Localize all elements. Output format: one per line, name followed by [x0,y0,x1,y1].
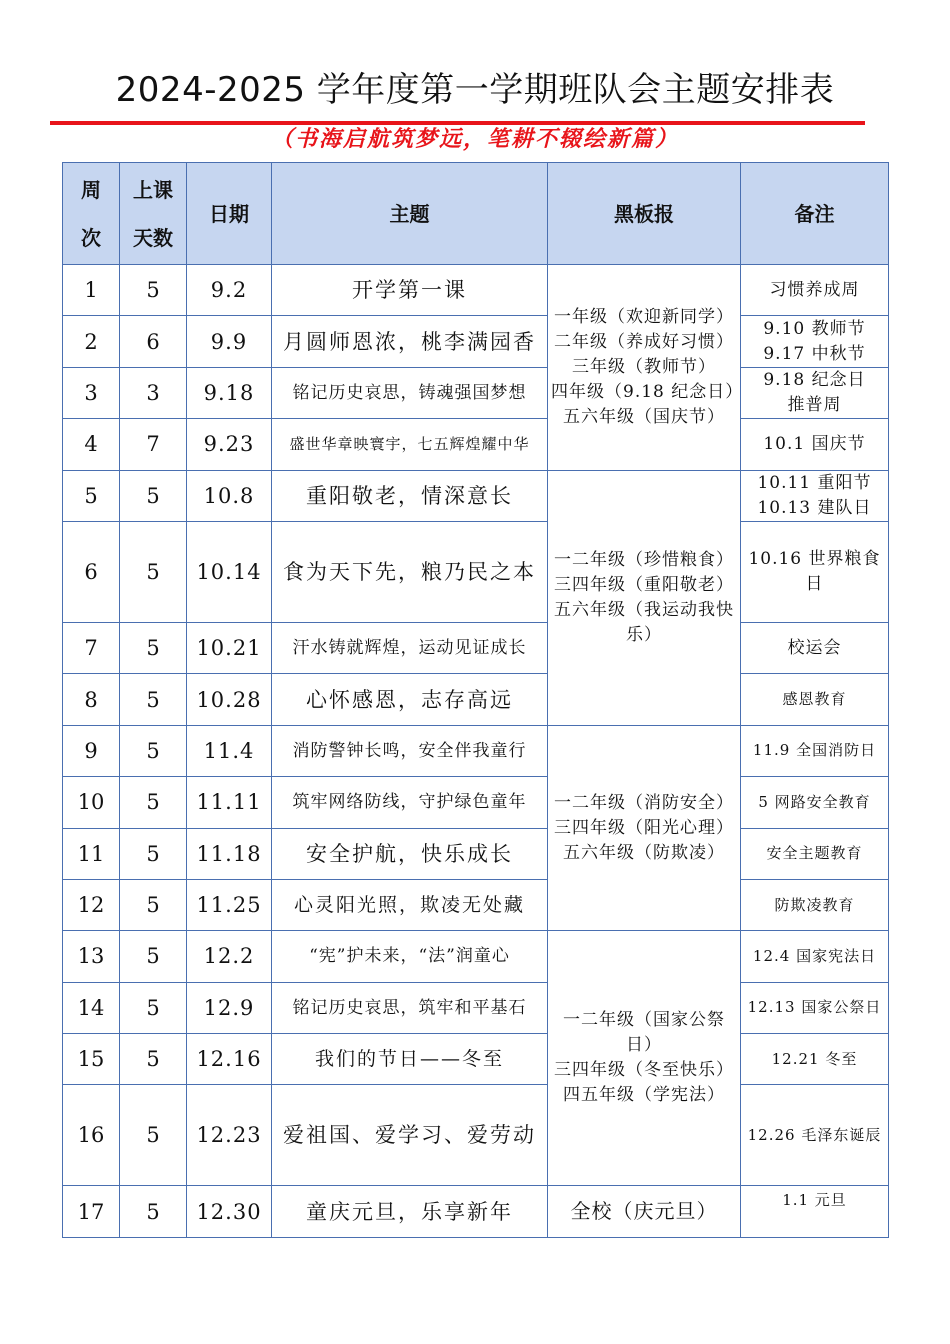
week-cell: 15 [63,1034,120,1085]
week-cell: 4 [63,419,120,470]
table-row [63,419,889,470]
note-cell [741,265,889,316]
theme-cell: 筑牢网络防线，守护绿色童年 [272,777,548,828]
days-cell: 5 [120,470,187,521]
date-cell: 9.2 [187,265,272,316]
week-cell: 9 [63,725,120,776]
board-line: 一二年级（消防安全） [554,792,734,813]
table-row [63,1085,889,1186]
date-cell: 11.4 [187,725,272,776]
theme-cell: 消防警钟长鸣，安全伴我童行 [272,725,548,776]
week-cell: 5 [63,470,120,521]
days-cell: 6 [120,316,187,367]
board-line: 五六年级（国庆节） [563,406,725,427]
date-cell: 11.25 [187,879,272,930]
note-cell [741,982,889,1033]
note-cell [741,470,889,521]
table-row [63,725,889,776]
board-line: 五六年级（防欺凌） [563,842,725,863]
week-cell: 13 [63,931,120,982]
note-cell [741,1085,889,1186]
date-cell: 9.23 [187,419,272,470]
note-line: 10.16 世界粮食日 [748,548,881,594]
week-cell: 6 [63,521,120,622]
board-cell [548,725,741,931]
days-cell: 5 [120,879,187,930]
note-line: 10.11 重阳节 [757,472,872,493]
table-row [63,879,889,930]
week-cell: 14 [63,982,120,1033]
header-days-line-1: 上课 [133,177,173,202]
date-cell: 11.18 [187,828,272,879]
days-cell: 5 [120,982,187,1033]
days-cell: 7 [120,419,187,470]
note-cell [741,316,889,367]
theme-cell: 童庆元旦，乐享新年 [272,1186,548,1237]
days-cell: 5 [120,1186,187,1237]
table-row [63,470,889,521]
days-cell: 3 [120,367,187,418]
board-cell [548,265,744,471]
board-cell [548,470,741,725]
board-line: 二年级（养成好习惯） [554,331,734,352]
note-line: 习惯养成周 [769,279,860,300]
board-line: 五六年级（我运动我快乐） [554,599,734,645]
week-cell: 3 [63,367,120,418]
days-cell: 5 [120,725,187,776]
board-line: 三四年级（重阳敬老） [554,574,734,595]
note-line: 9.17 中秋节 [763,343,866,364]
note-cell [741,1034,889,1085]
week-cell: 17 [63,1186,120,1237]
note-line: 推普周 [787,394,842,415]
note-line: 12.13 国家公祭日 [747,998,882,1017]
board-cell [548,931,741,1186]
board-line: 一年级（欢迎新同学） [554,306,734,327]
days-cell: 5 [120,777,187,828]
header-days [120,163,187,265]
note-cell [741,521,889,622]
table-row [63,1186,889,1237]
date-cell: 12.23 [187,1085,272,1186]
days-cell: 5 [120,622,187,673]
note-line: 12.26 毛泽东诞辰 [747,1125,882,1144]
theme-cell: 爱祖国、爱学习、爱劳动 [272,1085,548,1186]
note-line: 校运会 [787,637,842,658]
table-row [63,1034,889,1085]
note-line: 12.21 冬至 [771,1049,858,1068]
note-line: 10.13 建队日 [757,497,872,518]
note-line: 5 网路安全教育 [758,792,871,811]
date-cell: 10.28 [187,674,272,725]
header-theme: 主题 [272,163,548,265]
note-line: 12.4 国家宪法日 [752,946,877,965]
days-cell: 5 [120,521,187,622]
days-cell: 5 [120,1085,187,1186]
header-week [63,163,120,265]
table-row [63,521,889,622]
note-cell [741,674,889,725]
board-line: 三四年级（冬至快乐） [554,1060,734,1081]
theme-cell: 铭记历史哀思，筑牢和平基石 [272,982,548,1033]
theme-cell: 开学第一课 [272,265,548,316]
board-line: 全校（庆元旦） [570,1199,718,1224]
page-subtitle: （书海启航筑梦远，笔耕不辍绘新篇） [270,126,679,152]
theme-cell: 我们的节日——冬至 [272,1034,548,1085]
week-cell: 12 [63,879,120,930]
note-cell [741,777,889,828]
note-line: 10.1 国庆节 [763,433,866,454]
board-line: 四五年级（学宪法） [563,1085,725,1106]
board-line: 一二年级（珍惜粮食） [554,549,734,570]
theme-cell: 安全护航，快乐成长 [272,828,548,879]
note-cell [741,828,889,879]
header-week-line-2: 次 [81,225,101,250]
note-cell [741,622,889,673]
table-row [63,982,889,1033]
days-cell: 5 [120,265,187,316]
header-board: 黑板报 [548,163,741,265]
note-cell [741,419,889,470]
note-cell [741,367,889,418]
table-row [63,622,889,673]
week-cell: 8 [63,674,120,725]
table-row [63,674,889,725]
note-line: 安全主题教育 [766,844,863,863]
theme-cell: 心灵阳光照，欺凌无处藏 [272,879,548,930]
days-cell: 5 [120,828,187,879]
note-line: 1.1 元旦 [782,1191,847,1210]
date-cell: 10.21 [187,622,272,673]
week-cell: 16 [63,1085,120,1186]
days-cell: 5 [120,1034,187,1085]
theme-cell: 汗水铸就辉煌，运动见证成长 [272,622,548,673]
date-cell: 11.11 [187,777,272,828]
table-row [63,828,889,879]
board-line: 四年级（9.18 纪念日） [551,381,744,402]
date-cell: 9.9 [187,316,272,367]
date-cell: 9.18 [187,367,272,418]
note-cell [741,725,889,776]
note-line: 防欺凌教育 [774,895,855,914]
header-note: 备注 [741,163,889,265]
table-row [63,265,889,316]
board-cell [548,1186,741,1237]
theme-cell: 重阳敬老，情深意长 [272,470,548,521]
table-row [63,777,889,828]
theme-cell: “宪”护未来，“法”润童心 [272,931,548,982]
theme-cell: 月圆师恩浓，桃李满园香 [272,316,548,367]
board-line: 三年级（教师节） [572,356,716,377]
note-cell [741,879,889,930]
schedule-table [62,162,889,1238]
theme-cell: 心怀感恩，志存高远 [272,674,548,725]
note-line: 9.18 纪念日 [763,369,866,390]
date-cell: 12.16 [187,1034,272,1085]
table-row [63,316,889,367]
table-row [63,931,889,982]
note-line: 感恩教育 [782,690,847,709]
header-days-line-2: 天数 [133,225,173,250]
header-date: 日期 [187,163,272,265]
days-cell: 5 [120,674,187,725]
board-line: 一二年级（国家公祭日） [563,1010,725,1056]
page-title: 2024-2025 学年度第一学期班队会主题安排表 [115,70,835,110]
header-week-line-1: 周 [81,177,101,202]
note-line: 11.9 全国消防日 [752,741,877,760]
days-cell: 5 [120,931,187,982]
date-cell: 12.2 [187,931,272,982]
date-cell: 12.30 [187,1186,272,1237]
week-cell: 11 [63,828,120,879]
table-row [63,367,889,418]
header-row [63,163,889,265]
week-cell: 2 [63,316,120,367]
week-cell: 1 [63,265,120,316]
date-cell: 10.8 [187,470,272,521]
note-cell [741,931,889,982]
theme-cell: 盛世华章映寰宇，七五辉煌耀中华 [272,419,548,470]
note-cell [741,1186,889,1237]
theme-cell: 食为天下先，粮乃民之本 [272,521,548,622]
week-cell: 7 [63,622,120,673]
date-cell: 10.14 [187,521,272,622]
week-cell: 10 [63,777,120,828]
theme-cell: 铭记历史哀思，铸魂强国梦想 [272,367,548,418]
note-line: 9.10 教师节 [763,318,866,339]
board-line: 三四年级（阳光心理） [554,817,734,838]
date-cell: 12.9 [187,982,272,1033]
